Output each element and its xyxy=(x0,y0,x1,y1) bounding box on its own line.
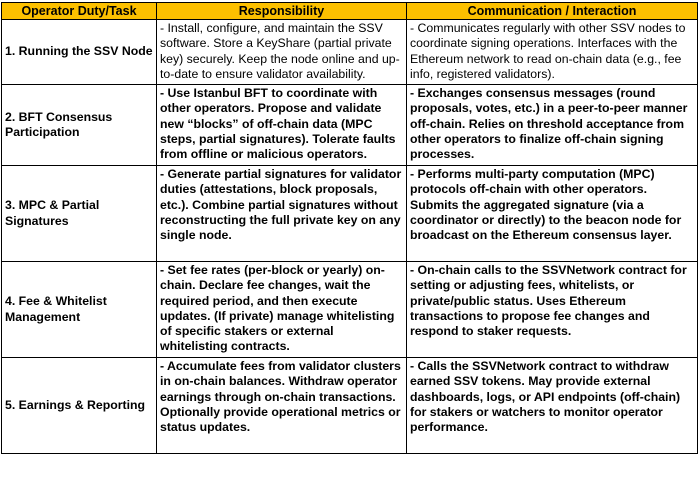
responsibility-cell: - Use Istanbul BFT to coordinate with other operators. Propose and validate new “blocks” of off-chain data (MPC steps, partial signatures). Tolerate faults from offline or malicious operators. xyxy=(157,85,407,166)
task-cell: 5. Earnings & Reporting xyxy=(2,358,157,454)
responsibility-cell: - Install, configure, and maintain the SSV software. Store a KeyShare (partial private key) securely. Keep the node online and up-to-date to ensure validator availability. xyxy=(157,20,407,85)
table-row xyxy=(2,85,698,166)
communication-cell: - On-chain calls to the SSVNetwork contract for setting or adjusting fees, whitelists, or private/public status. Uses Ethereum transactions to propose fee changes and respond to staker requests. xyxy=(407,262,698,358)
header-communication: Communication / Interaction xyxy=(407,3,698,20)
responsibility-cell: - Set fee rates (per-block or yearly) on-chain. Declare fee changes, wait the required period, and then execute updates. (If private) manage whitelisting of specific stakers or external whitelisting contracts. xyxy=(157,262,407,358)
task-cell: 3. MPC & Partial Signatures xyxy=(2,166,157,262)
table-row xyxy=(2,20,698,85)
communication-cell: - Exchanges consensus messages (round proposals, votes, etc.) in a peer-to-peer manner off-chain. Relies on threshold acceptance from other operators to finalize off-chain signing processes. xyxy=(407,85,698,166)
table-row xyxy=(2,262,698,358)
task-cell: 1. Running the SSV Node xyxy=(2,20,157,85)
header-responsibility: Responsibility xyxy=(157,3,407,20)
header-task: Operator Duty/Task xyxy=(2,3,157,20)
task-cell: 2. BFT Consensus Participation xyxy=(2,85,157,166)
table-row xyxy=(2,166,698,262)
communication-cell: - Performs multi-party computation (MPC) protocols off-chain with other operators. Submits the aggregated signature (via a coordinator or directly) to the beacon node for broadcast on the Ethereum consensus layer. xyxy=(407,166,698,262)
header-row xyxy=(2,3,698,20)
responsibility-cell: - Accumulate fees from validator clusters in on-chain balances. Withdraw operator earnings through on-chain transactions. Optionally provide operational metrics or status updates. xyxy=(157,358,407,454)
communication-cell: - Communicates regularly with other SSV nodes to coordinate signing operations. Interfaces with the Ethereum network to read on-chain data (e.g., fee info, registered validators). xyxy=(407,20,698,85)
table-body xyxy=(2,20,698,454)
responsibility-cell: - Generate partial signatures for validator duties (attestations, block proposals, etc.). Combine partial signatures without reconstructing the full private key on any single node. xyxy=(157,166,407,262)
operator-duties-table xyxy=(1,2,698,454)
communication-cell: - Calls the SSVNetwork contract to withdraw earned SSV tokens. May provide external dashboards, logs, or API endpoints (off-chain) for stakers or watchers to monitor operator performance. xyxy=(407,358,698,454)
table-header xyxy=(2,3,698,20)
task-cell: 4. Fee & Whitelist Management xyxy=(2,262,157,358)
table-row xyxy=(2,358,698,454)
